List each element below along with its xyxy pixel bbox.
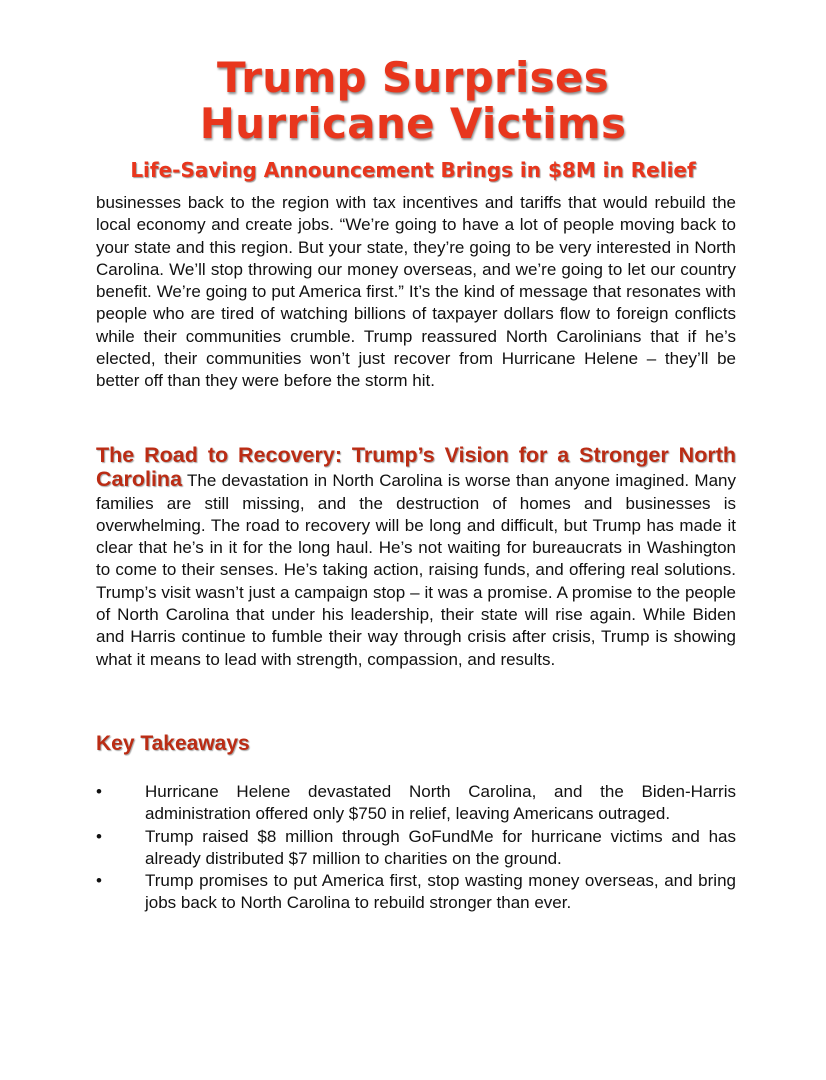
list-item	[96, 870, 736, 915]
bullet-icon: •	[96, 826, 102, 846]
key-takeaways-list	[96, 781, 736, 915]
key-takeaways-heading: Key Takeaways	[96, 732, 250, 755]
bullet-icon: •	[96, 782, 102, 801]
article-subtitle: Life-Saving Announcement Brings in $8M in Relief	[130, 158, 696, 182]
title-line-2: Hurricane Victims	[199, 99, 627, 148]
body-paragraph-2	[96, 444, 736, 671]
bullet-icon: •	[96, 871, 102, 891]
takeaway-text: Trump promises to put America first, stop wasting money overseas, and bring jobs back to North Carolina to rebuild stronger than ever.	[145, 871, 736, 913]
body-paragraph-1: businesses back to the region with tax incentives and tariffs that would rebuild the local economy and create jobs. “We’re going to have a lot of people moving back to your state and this region. But your state, they’re going to be very interested in North Carolina. We’ll stop throwing our money overseas, and we’re going to let our country benefit. We’re going to put America first.” It’s the kind of message that resonates with people who are tired of watching billions of taxpayer dollars flow to foreign conflicts while their communities crumble. Trump reassured North Carolinians that if he’s elected, their communities won’t just recover from Hurricane Helene – they’ll be better off than they were before the storm hit.	[96, 193, 736, 391]
article-title	[0, 55, 826, 147]
section-heading: The Road to Recovery: Trump’s Vision for a Stronger North Carolina	[96, 443, 736, 492]
takeaway-text: Trump raised $8 million through GoFundMe for hurricane victims and has already distributed $7 million to charities on the ground.	[145, 826, 736, 868]
takeaway-text: Hurricane Helene devastated North Carolina, and the Biden-Harris administration offered only $750 in relief, leaving Americans outraged.	[145, 782, 736, 824]
list-item	[96, 781, 736, 826]
paragraph-2-text: The devastation in North Carolina is worse than anyone imagined. Many families are still missing, and the destruction of homes and businesses is overwhelming. The road to recovery will be long and difficult, but Trump has made it clear that he’s in it for the long haul. He’s not waiting for bureaucrats in Washington to come to their senses. He’s taking action, raising funds, and offering real solutions. Trump’s visit wasn’t just a campaign stop – it was a promise. A promise to the people of North Carolina that under his leadership, their state will rise again. While Biden and Harris continue to fumble their way through crisis after crisis, Trump is showing what it means to lead with strength, compassion, and results.	[96, 471, 736, 669]
title-line-1: Trump Surprises	[216, 53, 610, 102]
list-item	[96, 826, 736, 871]
